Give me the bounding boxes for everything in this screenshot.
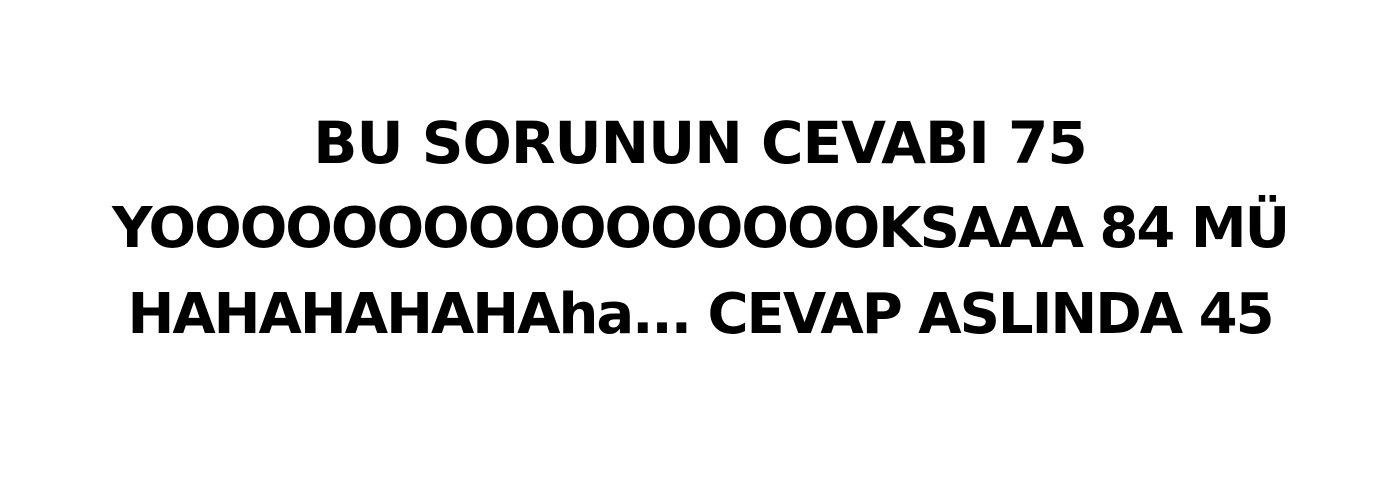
meme-text-block — [0, 100, 1400, 358]
text-line-3: HAHAHAHAHAha... CEVAP ASLINDA 45 — [127, 282, 1273, 347]
text-line-2: YOOOOOOOOOOOOOOOOKSAAA 84 MÜ — [111, 196, 1289, 261]
text-line-1: BU SORUNUN CEVABI 75 — [313, 109, 1087, 177]
